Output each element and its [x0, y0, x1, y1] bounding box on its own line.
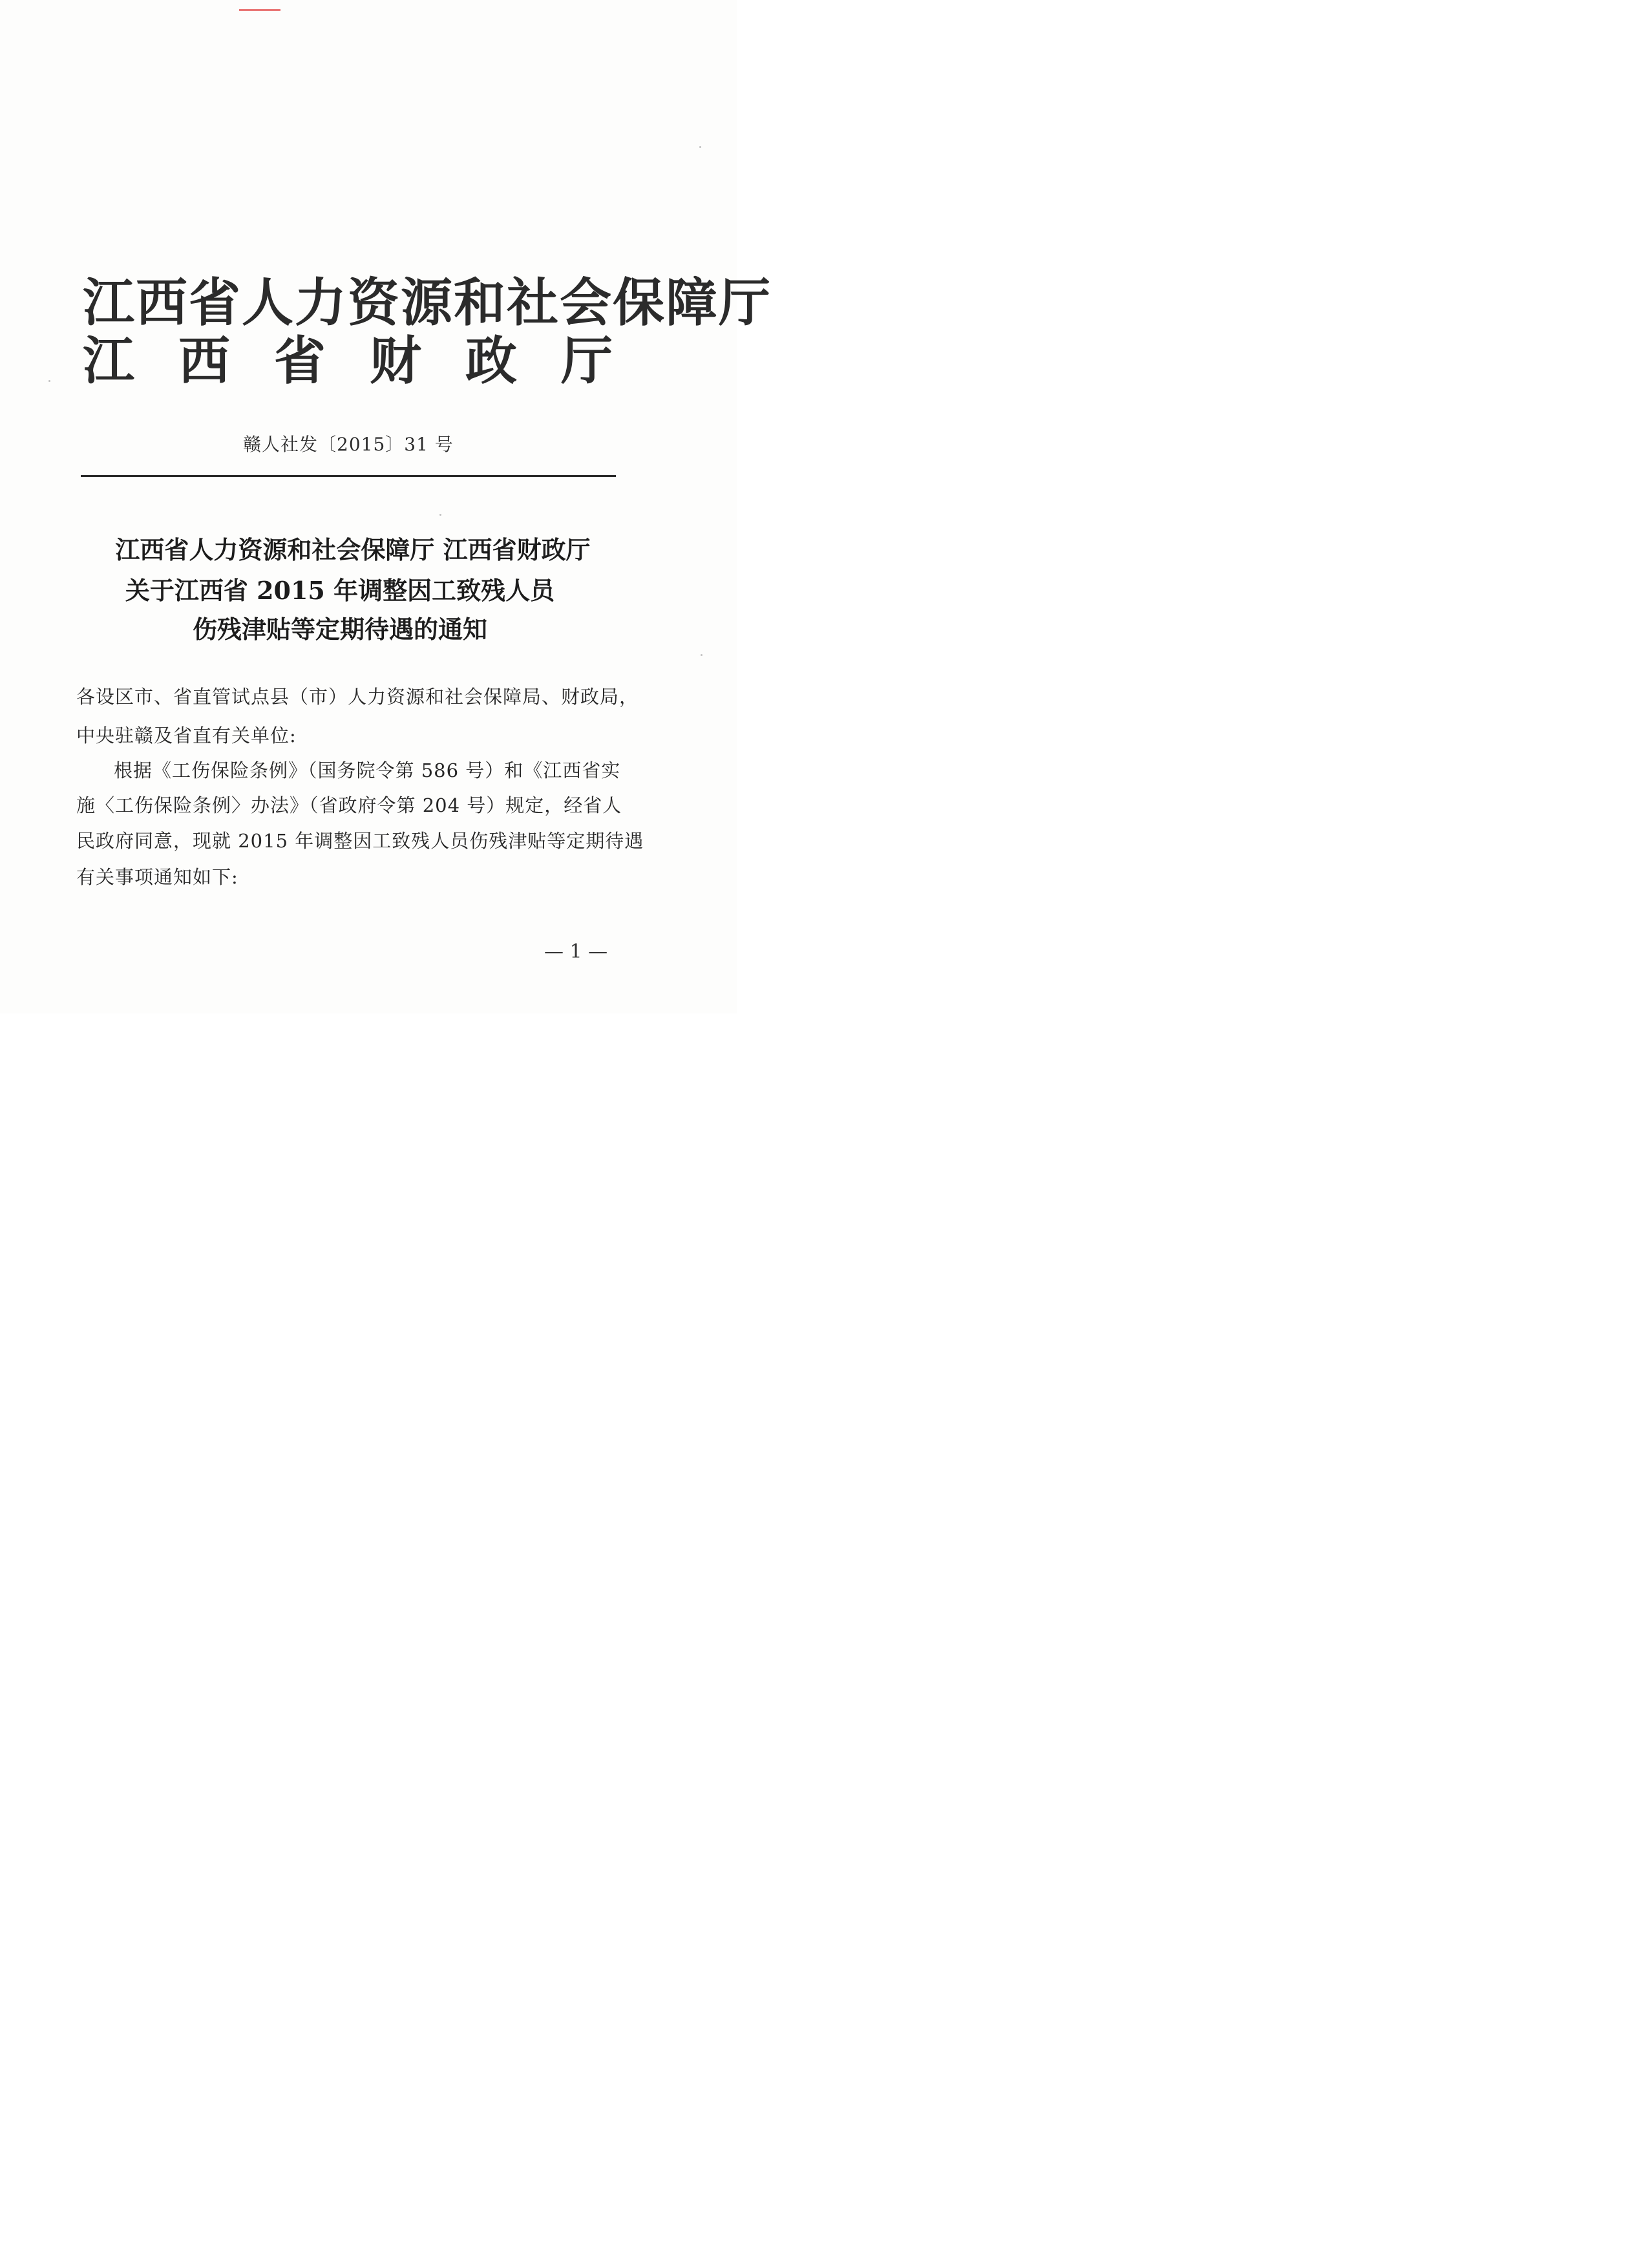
- body-paragraph-line1: 根据《工伤保险条例》（国务院令第 586 号）和《江西省实: [114, 759, 621, 781]
- issuing-org-line2-char: 厅: [561, 330, 613, 391]
- issuing-org-line2-char: 江: [83, 330, 134, 391]
- notice-title-line3: 伤残津贴等定期待遇的通知: [192, 615, 487, 644]
- scan-speck: [439, 514, 441, 516]
- notice-title-line1: 江西省人力资源和社会保障厅 江西省财政厅: [115, 535, 591, 564]
- body-paragraph-line4: 有关事项通知如下:: [76, 866, 238, 888]
- addressee-line1: 各设区市、省直管试点县（市）人力资源和社会保障局、财政局，: [76, 686, 639, 708]
- body-paragraph-line2: 施〈工伤保险条例〉办法》（省政府令第 204 号）规定，经省人: [76, 794, 622, 816]
- issuing-org-line2-char: 省: [274, 330, 326, 391]
- notice-title-line2: 关于江西省 2015 年调整因工致残人员: [125, 576, 555, 605]
- scan-speck: [48, 380, 50, 382]
- issuing-org-line2-char: 西: [178, 330, 230, 391]
- scan-speck: [701, 654, 703, 656]
- scan-mark: [239, 9, 280, 11]
- issuing-org-line2-char: 政: [465, 330, 517, 391]
- document-page: [0, 0, 772, 1013]
- addressee-line2: 中央驻赣及省直有关单位:: [76, 725, 297, 747]
- body-paragraph-line3: 民政府同意，现就 2015 年调整因工致残人员伤残津贴等定期待遇: [76, 830, 644, 852]
- document-number: 赣人社发〔2015〕31 号: [243, 434, 454, 455]
- page-number: — 1 —: [544, 940, 608, 963]
- issuing-org-line1: 江西省人力资源和社会保障厅: [83, 272, 772, 333]
- scan-speck: [699, 146, 701, 148]
- header-separator-line: [81, 475, 616, 477]
- issuing-org-line2: [83, 330, 613, 391]
- issuing-org-line2-char: 财: [370, 330, 421, 391]
